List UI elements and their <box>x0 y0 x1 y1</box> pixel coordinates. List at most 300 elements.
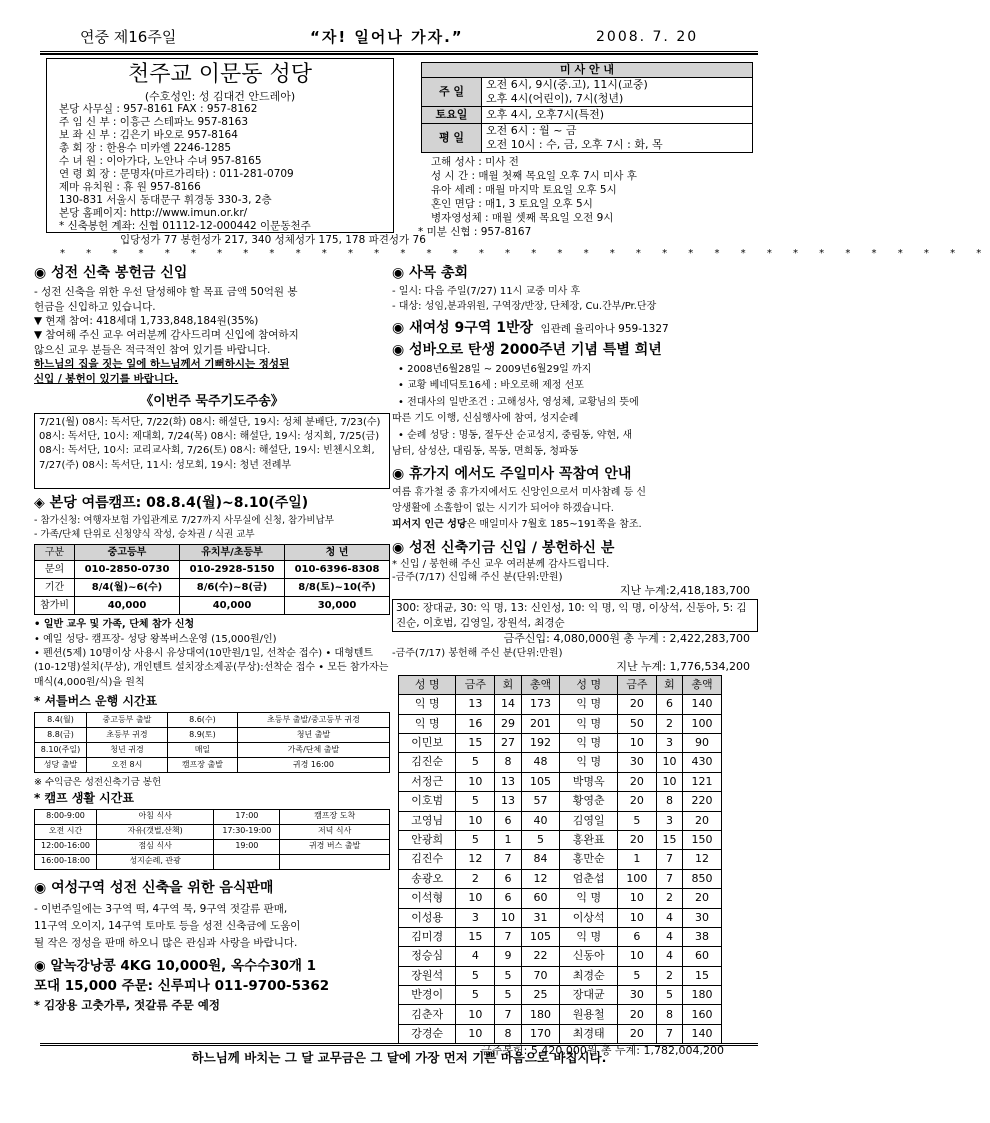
donation-text <box>392 558 758 584</box>
donation-cell: 10 <box>617 908 656 927</box>
motto: “자! 일어나 가자.” <box>310 28 464 46</box>
donation-cell: 엄춘섭 <box>560 869 617 888</box>
donation-cell: 220 <box>683 792 722 811</box>
camp-cell: 문의 <box>35 561 75 579</box>
donation-cell: 3 <box>656 811 682 830</box>
donation-cell: 장대균 <box>560 986 617 1005</box>
schedule-cell: 귀경 버스 출발 <box>280 839 390 854</box>
donation-cell: 10 <box>617 947 656 966</box>
donation-cell: 10 <box>456 772 495 791</box>
donation-cell: 익 명 <box>560 889 617 908</box>
text-line: ▼ 참여해 주신 교우 여러분께 감사드리며 신입에 참여하지 <box>34 329 299 342</box>
mass-extra <box>421 155 753 225</box>
donation-head-cell: 회 <box>495 675 521 694</box>
info-line: 본당 홈페이지: http://www.imun.or.kr/ <box>59 207 248 219</box>
bean-order <box>34 956 390 996</box>
donation-cell: 1 <box>617 850 656 869</box>
donation-cell: 익 명 <box>399 695 456 714</box>
new-leader <box>392 319 758 337</box>
footer-text: 하느님께 바치는 그 달 교무금은 그 달에 가장 먼저 기쁜 마음으로 바칩시다. <box>191 1050 607 1065</box>
shuttle-table <box>34 712 390 773</box>
donation-cell: 12 <box>521 869 560 888</box>
donation-cell: 6 <box>495 889 521 908</box>
schedule-cell: 성지순례, 관광 <box>97 854 214 869</box>
table-row <box>399 927 722 946</box>
text-line: • 일반 교우 및 가족, 단체 참가 신청 <box>34 619 195 631</box>
donation-cell: 강경순 <box>399 1024 456 1043</box>
shuttle-cell: 초등부 출발/중고등부 귀경 <box>237 712 389 727</box>
donation-cell: 2 <box>656 714 682 733</box>
donation-cell: 신동아 <box>560 947 617 966</box>
donation-cell: 익 명 <box>560 695 617 714</box>
table-row <box>399 889 722 908</box>
info-line: 연 령 회 장 : 문명자(마르가리타) : 011-281-0709 <box>59 168 294 180</box>
donation-cell: 15 <box>656 830 682 849</box>
donation-cell: 5 <box>456 986 495 1005</box>
donation-cell: 31 <box>521 908 560 927</box>
donation-cell: 김진순 <box>399 753 456 772</box>
text-line: 남터, 삼성산, 대림동, 목동, 면희동, 청파동 <box>392 446 579 458</box>
info-line: 본당 사무실 : 957-8161 FAX : 957-8162 <box>59 103 258 115</box>
donation-cell: 20 <box>617 830 656 849</box>
info-line: 주 임 신 부 : 이흥근 스테파노 957-8163 <box>59 116 249 128</box>
camp-cell: 8/8(토)~10(주) <box>285 579 390 597</box>
donation-cell: 익 명 <box>560 714 617 733</box>
text-line: - 성전 신축을 위한 우선 달성해야 할 목표 금액 50억원 봉 <box>34 286 298 299</box>
food-sale-title: ◉ 여성구역 성전 신축을 위한 음식판매 <box>34 879 274 896</box>
text-line: 신입 / 봉헌이 있기를 바랍니다. <box>34 372 179 385</box>
donation-cell: 10 <box>456 889 495 908</box>
donation-cell: 27 <box>495 734 521 753</box>
section-title: ◉ 새여성 9구역 1반장 <box>392 320 533 337</box>
donation-cell: 57 <box>521 792 560 811</box>
text-line: 헌금을 신입하고 있습니다. <box>34 300 156 313</box>
donation-cell: 6 <box>495 811 521 830</box>
shuttle-cell: 가족/단체 출발 <box>237 742 389 757</box>
shuttle-cell: 성당 출발 <box>35 757 87 772</box>
schedule-cell: 저녁 식사 <box>280 824 390 839</box>
text-line: - 가족/단체 단위로 신청양식 작성, 승차권 / 식권 교부 <box>34 529 255 541</box>
donation-cell: 60 <box>521 889 560 908</box>
pastoral-title: ◉ 사목 총회 <box>392 265 469 281</box>
donation-cell: 김춘자 <box>399 1005 456 1024</box>
donation-cell: 5 <box>656 986 682 1005</box>
table-row <box>399 753 722 772</box>
donation-cell: 30 <box>617 753 656 772</box>
schedule-cell: 17:00 <box>214 809 280 824</box>
donation-cell: 16 <box>456 714 495 733</box>
mass-title: 미 사 안 내 <box>422 63 753 78</box>
parish-name: 천주교 이문동 성당 <box>127 62 312 87</box>
donation-head-cell: 성 명 <box>399 675 456 694</box>
mass-line: 오전 10시 : 수, 금, 오후 7시 : 화, 목 <box>486 138 663 152</box>
donation-table <box>398 675 722 1044</box>
shuttle-cell: 중고등부 출발 <box>87 712 168 727</box>
donation-cell: 이민보 <box>399 734 456 753</box>
donation-cell: 정승심 <box>399 947 456 966</box>
text-line: ◉ 알녹강낭콩 4KG 10,000원, 옥수수30개 1 <box>34 957 317 974</box>
parish-box <box>46 58 394 233</box>
donation-head-cell: 총액 <box>521 675 560 694</box>
donation-title: ◉ 성전 신축기금 신입 / 봉헌하신 분 <box>392 539 615 556</box>
shuttle-cell: 캠프장 출발 <box>167 757 237 772</box>
mass-label-sunday: 주 일 <box>422 78 482 107</box>
donation-cell: 5 <box>521 830 560 849</box>
leader-contact: 임관례 율리아나 959-1327 <box>540 323 669 336</box>
shuttle-cell: 8.4(월) <box>35 712 87 727</box>
camp-cell: 40,000 <box>75 597 180 615</box>
pledge-box: 300: 장대균, 30: 익 명, 13: 신인성, 10: 익 명, 익 명, 이상석, 신동아, 5: 김진순, 이호범, 김영일, 장원석, 최경순 <box>392 599 758 632</box>
donation-cell: 12 <box>456 850 495 869</box>
schedule-cell: 16:00-18:00 <box>35 854 97 869</box>
donation-cell: 100 <box>617 869 656 888</box>
info-line: 제마 유치원 : 휴 원 957-8166 <box>59 181 201 193</box>
parish-info <box>59 103 389 233</box>
camp-cell: 8/6(수)~8(금) <box>180 579 285 597</box>
donation-cell: 8 <box>495 753 521 772</box>
shuttle-cell: 청년 출발 <box>237 727 389 742</box>
schedule-cell: 오전 시간 <box>35 824 97 839</box>
pastoral-text <box>392 284 758 314</box>
donation-cell: 7 <box>656 850 682 869</box>
donation-cell: 20 <box>617 792 656 811</box>
extra-line: 고해 성사 : 미사 전 <box>431 156 519 169</box>
table-row <box>399 1005 722 1024</box>
shuttle-title: * 셔틀버스 운행 시간표 <box>34 694 158 709</box>
donation-cell: 이성용 <box>399 908 456 927</box>
text-line: -금주(7/17) 봉헌해 주신 분(단위:만원) <box>392 647 563 659</box>
camp-cell: 8/4(월)~6(수) <box>75 579 180 597</box>
schedule-cell: 캠프장 도착 <box>280 809 390 824</box>
donation-head-cell: 총액 <box>683 675 722 694</box>
donation-cell: 180 <box>683 986 722 1005</box>
text-line: 11구역 오이지, 14구역 토마토 등을 성전 신축금에 도움이 <box>34 919 301 932</box>
camp-head: 중고등부 <box>75 545 180 561</box>
donation-cell: 7 <box>495 927 521 946</box>
donation-cell: 10 <box>617 734 656 753</box>
donation-head-cell: 금주 <box>456 675 495 694</box>
table-row <box>399 695 722 714</box>
building-fund-text <box>34 285 390 386</box>
table-row <box>399 850 722 869</box>
donation-cell: 20 <box>617 772 656 791</box>
jubilee-title: ◉ 성바오로 탄생 2000주년 기념 특별 희년 <box>392 342 662 359</box>
week-label: 연중 제16주일 <box>80 28 177 46</box>
donation-cell: 7 <box>495 1005 521 1024</box>
shuttle-cell: 오전 8시 <box>87 757 168 772</box>
donation-cell: 1 <box>495 830 521 849</box>
donation-cell: 8 <box>495 1024 521 1043</box>
shuttle-cell: 청년 귀경 <box>87 742 168 757</box>
table-row <box>399 792 722 811</box>
pledge-sum: 금주신입: 4,080,000원 총 누계 : 2,422,283,700 <box>503 632 750 646</box>
donation-sum: 금주봉헌: 5,420,000원 총 누계: 1,782,004,200 <box>481 1044 724 1058</box>
donation-cell: 20 <box>617 1024 656 1043</box>
mass-label-saturday: 토요일 <box>422 107 482 124</box>
text-line <box>392 517 758 533</box>
donation-cell: 황영춘 <box>560 792 617 811</box>
text-line: - 참가신청: 여행자보험 가입관계로 7/27까지 사무실에 신청, 참가비납부 <box>34 515 334 527</box>
donation-cell: 10 <box>656 753 682 772</box>
donation-cell: 4 <box>656 927 682 946</box>
donation-cell: 105 <box>521 927 560 946</box>
donation-cell: 100 <box>683 714 722 733</box>
donation-cell: 10 <box>456 811 495 830</box>
camp-notes <box>34 618 390 690</box>
donation-cell: 5 <box>617 811 656 830</box>
schedule-cell: 아침 식사 <box>97 809 214 824</box>
header-divider <box>40 51 758 55</box>
extra-line: 유아 세례 : 매월 마지막 토요일 오후 5시 <box>431 184 617 197</box>
donation-cell: 30 <box>683 908 722 927</box>
donation-cell: 최경순 <box>560 966 617 985</box>
donation-cell: 김진수 <box>399 850 456 869</box>
header <box>60 26 740 48</box>
donation-cell: 익 명 <box>560 753 617 772</box>
info-line: 총 회 장 : 한용수 미카엘 2246-1285 <box>59 142 232 154</box>
donation-cell: 50 <box>617 714 656 733</box>
cumulative-2: 지난 누계: 1,776,534,200 <box>616 659 750 673</box>
donation-cell: 6 <box>617 927 656 946</box>
table-row <box>399 772 722 791</box>
camp-cell: 40,000 <box>180 597 285 615</box>
text-line: 앙생활에 소홀함이 없는 시기가 되어야 하겠습니다. <box>392 502 614 514</box>
donation-cell: 2 <box>656 966 682 985</box>
text-line: • 전대사의 일반조건 : 고해성사, 영성체, 교황님의 뜻에 <box>398 396 639 408</box>
info-line: * 신축봉헌 계좌: 신협 01112-12-000442 이문동천주 <box>59 220 311 232</box>
info-line: 130-831 서울시 동대문구 휘경동 330-3, 2층 <box>59 194 272 206</box>
donation-cell: 장원석 <box>399 966 456 985</box>
schedule-cell: 12:00-16:00 <box>35 839 97 854</box>
schedule-cell <box>214 854 280 869</box>
camp-cell: 010-2850-0730 <box>75 561 180 579</box>
donation-cell: 최경태 <box>560 1024 617 1043</box>
mass-line: 오전 6시, 9시(중.고), 11시(교중) <box>486 78 648 92</box>
table-row <box>399 734 722 753</box>
camp-table <box>34 544 390 615</box>
donation-cell: 84 <box>521 850 560 869</box>
camp-cell: 010-6396-8308 <box>285 561 390 579</box>
vacation-text <box>392 485 758 533</box>
text-line: ▼ 현재 참여: 418세대 1,733,848,184원(35%) <box>34 315 259 327</box>
camp-head: 구분 <box>35 545 75 561</box>
donation-cell: 5 <box>495 966 521 985</box>
union-phone: * 미분 신협 : 957-8167 <box>418 226 532 238</box>
table-row <box>399 1024 722 1043</box>
shuttle-cell: 귀경 16:00 <box>237 757 389 772</box>
table-row <box>399 830 722 849</box>
donation-cell: 38 <box>683 927 722 946</box>
donation-cell: 안광희 <box>399 830 456 849</box>
text-line: • 펜션(5제) 10명이상 사용시 유상대여(10만원/1일, 선착순 접수) • 대형텐트(10-12명)설치(무상), 개인텐트 설치장소제공(무상):선착순 접수 • 모든 참가자는 매식(4,000원/식)을 원칙 <box>34 647 389 688</box>
text-line: 될 작은 정성을 판매 하오니 많은 관심과 사랑을 바랍니다. <box>34 936 298 949</box>
donation-cell: 150 <box>683 830 722 849</box>
mass-line: 오전 6시 : 월 ~ 금 <box>486 124 577 138</box>
info-line: 수 녀 원 : 이아가다, 노안나 수녀 957-8165 <box>59 155 262 167</box>
table-row <box>399 869 722 888</box>
donation-cell: 7 <box>656 1024 682 1043</box>
donation-cell: 20 <box>683 889 722 908</box>
donation-cell: 5 <box>456 966 495 985</box>
right-column <box>392 262 758 1059</box>
donation-cell: 홍만순 <box>560 850 617 869</box>
donation-cell: 익 명 <box>399 714 456 733</box>
donation-cell: 7 <box>495 850 521 869</box>
text-line: 따른 기도 이행, 신심행사에 참여, 성지순례 <box>392 413 579 425</box>
shuttle-cell: 8.9(토) <box>167 727 237 742</box>
donation-cell: 5 <box>617 966 656 985</box>
donation-cell: 13 <box>495 792 521 811</box>
donation-cell: 10 <box>456 1024 495 1043</box>
camp-head: 청 년 <box>285 545 390 561</box>
donation-cell: 5 <box>495 986 521 1005</box>
donation-cell: 201 <box>521 714 560 733</box>
bold-text: 피서지 인근 성당 <box>392 518 467 530</box>
schedule-table <box>34 809 390 870</box>
table-row <box>399 966 722 985</box>
donation-cell: 7 <box>656 869 682 888</box>
mass-schedule <box>421 62 753 225</box>
rosary-box: 7/21(월) 08시: 독서단, 7/22(화) 08시: 해설단, 19시: 성체 분배단, 7/23(수) 08시: 독서단, 10시: 제대회, 7/24(목) 08시: 해설단, 19시: 성지회, 7/25(금) 08시: 독서단, 10시: 교리교사회, 7/26(토) 08시: 해설단, 19시: 빈첸시오회, 7/27(주) 08시: 독서단, 11시: 성모회, 19시: 청년 전례부 <box>34 413 390 489</box>
table-row <box>399 714 722 733</box>
star-divider: * * * * * * * * * * * * * * * * * * * * * * * * * * * * * * * * * * * * <box>60 248 990 259</box>
donation-cell: 12 <box>683 850 722 869</box>
donation-cell: 25 <box>521 986 560 1005</box>
extra-line: 병자영성체 : 매월 셋째 목요일 오전 9시 <box>431 212 614 225</box>
donation-cell: 원용철 <box>560 1005 617 1024</box>
text-line: • 2008년6월28일 ~ 2009년6월29일 까지 <box>398 363 592 375</box>
shuttle-cell: 8.6(수) <box>167 712 237 727</box>
table-row <box>399 986 722 1005</box>
donation-cell: 10 <box>456 1005 495 1024</box>
donation-cell: 9 <box>495 947 521 966</box>
donation-cell: 22 <box>521 947 560 966</box>
donation-cell: 6 <box>495 869 521 888</box>
donation-cell: 15 <box>456 927 495 946</box>
kimchi-note: * 김장용 고춧가루, 젓갈류 주문 예정 <box>34 997 220 1012</box>
donation-cell: 송광오 <box>399 869 456 888</box>
donation-cell: 48 <box>521 753 560 772</box>
schedule-cell: 자유(갯벌,산책) <box>97 824 214 839</box>
table-row <box>399 947 722 966</box>
schedule-cell: 8:00-9:00 <box>35 809 97 824</box>
vacation-title: ◉ 휴가지 에서도 주일미사 꼭참여 안내 <box>392 465 632 482</box>
donation-cell: 430 <box>683 753 722 772</box>
text-line: * 신입 / 봉헌해 주신 교우 여러분께 감사드립니다. <box>392 558 610 570</box>
hymn-numbers: 입당성가 77 봉헌성가 217, 340 성체성가 175, 178 파견성가 76 <box>120 234 426 246</box>
donation-cell: 121 <box>683 772 722 791</box>
donation-cell: 10 <box>656 772 682 791</box>
left-column <box>34 262 390 1013</box>
shuttle-cell: 매일 <box>167 742 237 757</box>
donation-cell: 4 <box>456 947 495 966</box>
donation-cell: 이석형 <box>399 889 456 908</box>
donation-cell: 8 <box>656 792 682 811</box>
donation-head-cell: 성 명 <box>560 675 617 694</box>
parish-patron: (수호성인: 성 김대건 안드레아) <box>144 90 296 103</box>
donation-cell: 60 <box>683 947 722 966</box>
donation-cell: 90 <box>683 734 722 753</box>
donation-cell: 2 <box>456 869 495 888</box>
donation-cell: 이호범 <box>399 792 456 811</box>
text-line: 하느님의 집을 짓는 일에 하느님께서 기뻐하시는 정성된 <box>34 358 290 371</box>
donation-cell: 105 <box>521 772 560 791</box>
shuttle-note: ※ 수익금은 성전신축기금 봉헌 <box>34 776 162 788</box>
donation-cell: 10 <box>617 889 656 908</box>
camp-text <box>34 514 390 542</box>
donation-cell: 20 <box>683 811 722 830</box>
text-line: - 이번주일에는 3구역 떡, 4구역 묵, 9구역 젓갈류 판매, <box>34 902 288 915</box>
donation-cell: 익 명 <box>560 734 617 753</box>
shuttle-cell: 초등부 귀경 <box>87 727 168 742</box>
shuttle-cell: 8.10(주일) <box>35 742 87 757</box>
donation-cell: 14 <box>495 695 521 714</box>
donation-cell: 30 <box>617 986 656 1005</box>
donation-cell: 140 <box>683 1024 722 1043</box>
donation-cell: 2 <box>656 889 682 908</box>
donation-cell: 박명옥 <box>560 772 617 791</box>
table-row <box>399 908 722 927</box>
donation-cell: 20 <box>617 1005 656 1024</box>
section-title: ◉ 성전 신축 봉헌금 신입 <box>34 265 188 281</box>
mass-line: 오후 4시(어린이), 7시(청년) <box>486 92 624 106</box>
donation-cell: 192 <box>521 734 560 753</box>
donation-cell: 이상석 <box>560 908 617 927</box>
cumulative-1: 지난 누계:2,418,183,700 <box>619 583 750 597</box>
schedule-cell <box>280 854 390 869</box>
food-sale-text <box>34 901 390 952</box>
jubilee-text <box>392 362 758 461</box>
text-line: • 예일 성당- 캠프장- 성당 왕복버스운영 (15,000원/인) <box>34 633 277 645</box>
info-line: 보 좌 신 부 : 김은기 바오로 957-8164 <box>59 129 238 141</box>
camp-head: 유치부/초등부 <box>180 545 285 561</box>
donation-cell: 3 <box>456 908 495 927</box>
donation-cell: 5 <box>456 830 495 849</box>
donation-cell: 160 <box>683 1005 722 1024</box>
donation-cell: 서정근 <box>399 772 456 791</box>
donation-cell: 70 <box>521 966 560 985</box>
donation-cell: 5 <box>456 753 495 772</box>
date: 2008. 7. 20 <box>596 29 699 45</box>
text-line: - 대상: 성임,분과위원, 구역장/반장, 단체장, Cu.간부/Pr.단장 <box>392 301 657 313</box>
donation-cell: 김영일 <box>560 811 617 830</box>
donation-cell: 13 <box>495 772 521 791</box>
shuttle-cell: 8.8(금) <box>35 727 87 742</box>
text-tail: 은 매일미사 7월호 185~191쪽을 참조. <box>466 518 642 530</box>
text-line: - 일시: 다음 주일(7/27) 11시 교중 미사 후 <box>392 286 581 298</box>
footer-divider <box>40 1043 758 1046</box>
extra-line: 혼인 면담 : 매1, 3 토요일 오후 5시 <box>431 198 593 211</box>
donation-cell: 익 명 <box>560 927 617 946</box>
donation-cell: 홍완표 <box>560 830 617 849</box>
donation-cell: 4 <box>656 908 682 927</box>
schedule-cell: 17:30-19:00 <box>214 824 280 839</box>
mass-label-weekday: 평 일 <box>422 124 482 153</box>
donation-cell: 8 <box>656 1005 682 1024</box>
donation-cell: 5 <box>456 792 495 811</box>
camp-cell: 기간 <box>35 579 75 597</box>
donation-cell: 13 <box>456 695 495 714</box>
text-line: 포대 15,000 주문: 신루피나 011-9700-5362 <box>34 977 330 994</box>
donation-cell: 20 <box>617 695 656 714</box>
mass-line: 오후 4시, 오후7시(특전) <box>486 108 605 122</box>
donation-cell: 173 <box>521 695 560 714</box>
text-line: • 교황 베네딕토16세 : 바오로해 제정 선포 <box>398 380 584 392</box>
donation-cell: 반경이 <box>399 986 456 1005</box>
donation-head-cell: 회 <box>656 675 682 694</box>
text-line: 않으신 교우 분들은 적극적인 참여 있기를 바랍니다. <box>34 343 271 356</box>
schedule-cell: 점심 식사 <box>97 839 214 854</box>
